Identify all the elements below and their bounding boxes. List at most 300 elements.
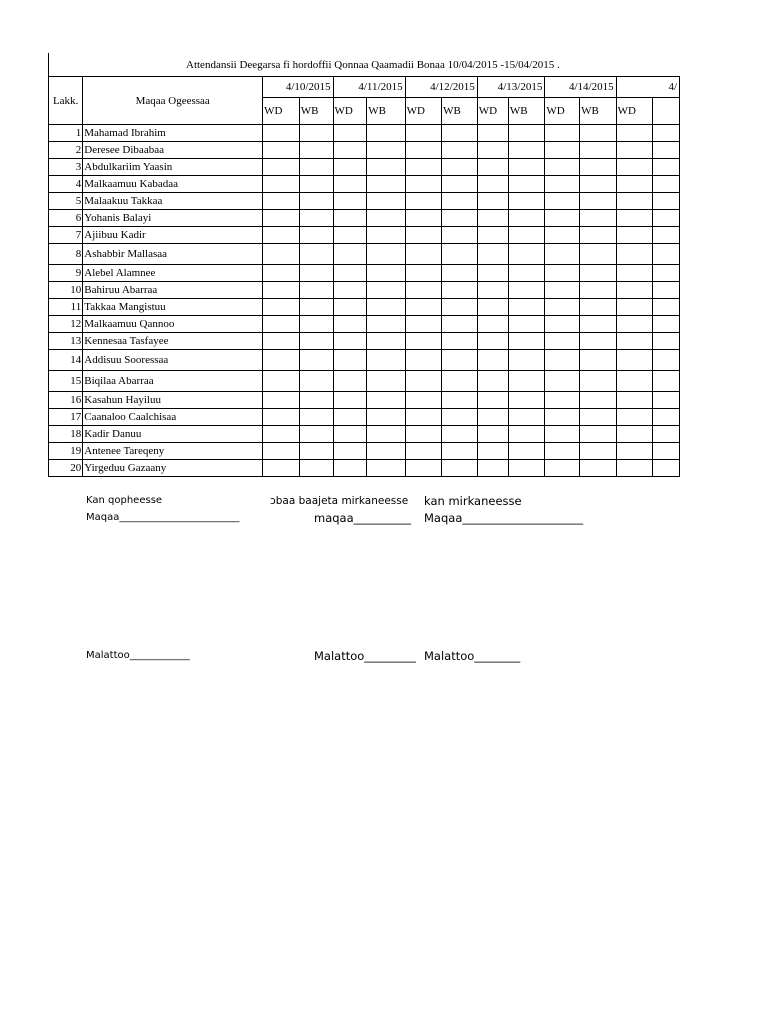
row-number: 2 [49,142,83,159]
attendance-cell[interactable] [545,371,580,392]
attendance-cell[interactable] [442,142,478,159]
attendance-rows [49,125,680,477]
attendance-cell[interactable] [616,227,652,244]
attendance-cell[interactable] [263,125,300,142]
attendance-cell[interactable] [477,392,508,409]
attendance-cell[interactable] [367,333,405,350]
attendance-cell[interactable] [477,193,508,210]
attendance-cell[interactable] [442,426,478,443]
attendance-cell[interactable] [442,350,478,371]
attendance-cell[interactable] [652,426,679,443]
attendance-cell[interactable] [367,350,405,371]
attendance-cell[interactable] [652,409,679,426]
row-number: 4 [49,176,83,193]
attendance-cell[interactable] [299,299,333,316]
attendance-cell[interactable] [263,371,300,392]
attendance-cell[interactable] [299,409,333,426]
attendance-cell[interactable] [580,244,617,265]
row-name: Ashabbir Mallasaa [83,244,263,265]
attendance-cell[interactable] [299,392,333,409]
attendance-cell[interactable] [580,371,617,392]
attendance-cell[interactable] [477,265,508,282]
attendance-cell[interactable] [333,227,367,244]
code-header: WB [299,98,333,125]
attendance-cell[interactable] [442,409,478,426]
attendance-cell[interactable] [333,142,367,159]
attendance-cell[interactable] [580,460,617,477]
attendance-cell[interactable] [508,426,545,443]
attendance-cell[interactable] [263,460,300,477]
attendance-cell[interactable] [405,371,442,392]
table-row [49,392,680,409]
attendance-cell[interactable] [652,443,679,460]
row-name: Kennesaa Tasfayee [83,333,263,350]
attendance-cell[interactable] [299,350,333,371]
attendance-cell[interactable] [580,193,617,210]
attendance-cell[interactable] [442,371,478,392]
attendance-cell[interactable] [263,392,300,409]
attendance-cell[interactable] [545,210,580,227]
attendance-cell[interactable] [580,265,617,282]
attendance-cell[interactable] [652,176,679,193]
attendance-cell[interactable] [508,142,545,159]
attendance-cell[interactable] [299,159,333,176]
date-header: 4/14/2015 [545,77,616,98]
attendance-cell[interactable] [477,227,508,244]
attendance-cell[interactable] [616,176,652,193]
table-row [49,282,680,299]
attendance-cell[interactable] [616,193,652,210]
attendance-cell[interactable] [508,176,545,193]
attendance-cell[interactable] [616,159,652,176]
row-name: Biqilaa Abarraa [83,371,263,392]
attendance-cell[interactable] [508,409,545,426]
col-header-name: Maqaa Ogeessaa [83,77,263,125]
attendance-cell[interactable] [442,176,478,193]
attendance-cell[interactable] [333,159,367,176]
attendance-cell[interactable] [545,392,580,409]
attendance-cell[interactable] [545,350,580,371]
attendance-cell[interactable] [580,350,617,371]
attendance-cell[interactable] [508,244,545,265]
attendance-cell[interactable] [367,460,405,477]
attendance-cell[interactable] [545,282,580,299]
attendance-cell[interactable] [367,316,405,333]
attendance-cell[interactable] [616,409,652,426]
attendance-cell[interactable] [616,392,652,409]
attendance-cell[interactable] [580,392,617,409]
attendance-cell[interactable] [333,193,367,210]
attendance-cell[interactable] [616,350,652,371]
attendance-cell[interactable] [333,350,367,371]
attendance-cell[interactable] [652,244,679,265]
attendance-cell[interactable] [442,125,478,142]
attendance-cell[interactable] [405,409,442,426]
attendance-cell[interactable] [333,409,367,426]
attendance-cell[interactable] [367,443,405,460]
row-number: 6 [49,210,83,227]
attendance-cell[interactable] [442,443,478,460]
attendance-cell[interactable] [545,426,580,443]
attendance-cell[interactable] [477,282,508,299]
attendance-cell[interactable] [405,227,442,244]
attendance-cell[interactable] [580,159,617,176]
attendance-cell[interactable] [545,125,580,142]
attendance-cell[interactable] [652,265,679,282]
attendance-cell[interactable] [545,193,580,210]
attendance-cell[interactable] [299,282,333,299]
table-row [49,460,680,477]
attendance-cell[interactable] [367,282,405,299]
name-line-confirmed: Maqaa_____________________ [424,511,584,525]
attendance-cell[interactable] [616,460,652,477]
attendance-cell[interactable] [616,210,652,227]
attendance-cell[interactable] [477,333,508,350]
table-row [49,176,680,193]
table-row [49,409,680,426]
attendance-cell[interactable] [508,227,545,244]
attendance-cell[interactable] [333,125,367,142]
attendance-cell[interactable] [263,409,300,426]
attendance-cell[interactable] [299,125,333,142]
attendance-cell[interactable] [263,193,300,210]
attendance-cell[interactable] [299,142,333,159]
attendance-cell[interactable] [477,316,508,333]
row-name: Yirgeduu Gazaany [83,460,263,477]
attendance-cell[interactable] [652,299,679,316]
attendance-cell[interactable] [333,282,367,299]
attendance-cell[interactable] [442,282,478,299]
row-name: Takkaa Mangistuu [83,299,263,316]
attendance-cell[interactable] [333,210,367,227]
attendance-cell[interactable] [477,176,508,193]
attendance-cell[interactable] [508,159,545,176]
attendance-cell[interactable] [508,443,545,460]
attendance-cell[interactable] [442,227,478,244]
row-name: Mahamad Ibrahim [83,125,263,142]
attendance-cell[interactable] [333,316,367,333]
attendance-cell[interactable] [333,371,367,392]
attendance-cell[interactable] [299,333,333,350]
attendance-cell[interactable] [508,299,545,316]
attendance-cell[interactable] [263,176,300,193]
attendance-cell[interactable] [333,176,367,193]
attendance-cell[interactable] [508,282,545,299]
attendance-cell[interactable] [405,392,442,409]
attendance-cell[interactable] [508,333,545,350]
attendance-cell[interactable] [263,426,300,443]
row-number: 7 [49,227,83,244]
attendance-cell[interactable] [477,125,508,142]
attendance-cell[interactable] [652,125,679,142]
attendance-cell[interactable] [405,350,442,371]
attendance-cell[interactable] [545,244,580,265]
table-row [49,426,680,443]
attendance-cell[interactable] [477,371,508,392]
attendance-cell[interactable] [263,244,300,265]
attendance-cell[interactable] [580,125,617,142]
attendance-cell[interactable] [580,176,617,193]
row-name: Caanaloo Caalchisaa [83,409,263,426]
attendance-cell[interactable] [508,392,545,409]
attendance-cell[interactable] [367,193,405,210]
attendance-cell[interactable] [442,299,478,316]
date-header: 4/12/2015 [405,77,477,98]
table-row [49,265,680,282]
row-number: 10 [49,282,83,299]
attendance-cell[interactable] [367,227,405,244]
row-number: 5 [49,193,83,210]
attendance-cell[interactable] [263,210,300,227]
attendance-cell[interactable] [405,299,442,316]
attendance-cell[interactable] [545,176,580,193]
attendance-cell[interactable] [333,460,367,477]
attendance-cell[interactable] [508,371,545,392]
attendance-cell[interactable] [580,443,617,460]
table-row [49,443,680,460]
table-row [49,316,680,333]
attendance-cell[interactable] [263,443,300,460]
attendance-cell[interactable] [367,299,405,316]
attendance-cell[interactable] [652,210,679,227]
attendance-cell[interactable] [652,460,679,477]
attendance-cell[interactable] [299,371,333,392]
signature-line-prepared: Malattoo____________ [86,650,190,661]
attendance-cell[interactable] [263,142,300,159]
attendance-cell[interactable] [477,159,508,176]
row-name: Abdulkariim Yaasin [83,159,263,176]
attendance-cell[interactable] [652,316,679,333]
attendance-cell[interactable] [508,316,545,333]
attendance-cell[interactable] [405,282,442,299]
attendance-cell[interactable] [508,210,545,227]
prepared-by-label: Kan qopheesse [86,495,163,506]
attendance-cell[interactable] [508,125,545,142]
attendance-cell[interactable] [263,282,300,299]
attendance-cell[interactable] [616,125,652,142]
attendance-cell[interactable] [405,443,442,460]
table-row [49,350,680,371]
attendance-cell[interactable] [477,426,508,443]
attendance-cell[interactable] [580,227,617,244]
attendance-cell[interactable] [545,227,580,244]
attendance-cell[interactable] [299,460,333,477]
attendance-cell[interactable] [508,350,545,371]
attendance-cell[interactable] [405,316,442,333]
attendance-cell[interactable] [442,316,478,333]
attendance-cell[interactable] [405,265,442,282]
attendance-cell[interactable] [580,282,617,299]
attendance-cell[interactable] [652,350,679,371]
row-name: Malkaamuu Kabadaa [83,176,263,193]
attendance-cell[interactable] [442,333,478,350]
attendance-cell[interactable] [545,316,580,333]
row-name: Kasahun Hayiluu [83,392,263,409]
attendance-cell[interactable] [508,265,545,282]
attendance-cell[interactable] [367,426,405,443]
left-border-line [48,53,49,77]
confirmed-by-label: kan mirkaneesse [424,494,522,508]
attendance-cell[interactable] [405,460,442,477]
table-row [49,159,680,176]
row-number: 18 [49,426,83,443]
code-header: WD [477,98,508,125]
attendance-cell[interactable] [299,244,333,265]
row-name: Ajiibuu Kadir [83,227,263,244]
attendance-cell[interactable] [299,316,333,333]
attendance-cell[interactable] [299,443,333,460]
attendance-cell[interactable] [616,333,652,350]
attendance-cell[interactable] [545,159,580,176]
code-header: WB [508,98,545,125]
attendance-cell[interactable] [442,460,478,477]
row-name: Alebel Alamnee [83,265,263,282]
attendance-cell[interactable] [545,443,580,460]
attendance-cell[interactable] [580,142,617,159]
row-name: Malkaamuu Qannoo [83,316,263,333]
attendance-cell[interactable] [545,142,580,159]
attendance-cell[interactable] [299,265,333,282]
attendance-cell[interactable] [652,371,679,392]
attendance-cell[interactable] [405,193,442,210]
attendance-cell[interactable] [580,316,617,333]
attendance-cell[interactable] [652,159,679,176]
attendance-cell[interactable] [263,159,300,176]
attendance-cell[interactable] [333,333,367,350]
attendance-cell[interactable] [405,176,442,193]
attendance-cell[interactable] [652,193,679,210]
attendance-cell[interactable] [545,460,580,477]
attendance-cell[interactable] [616,282,652,299]
attendance-cell[interactable] [616,299,652,316]
attendance-cell[interactable] [580,426,617,443]
attendance-cell[interactable] [442,244,478,265]
attendance-cell[interactable] [652,392,679,409]
attendance-cell[interactable] [580,333,617,350]
code-header: WD [545,98,580,125]
attendance-cell[interactable] [367,176,405,193]
row-number: 9 [49,265,83,282]
attendance-cell[interactable] [580,299,617,316]
attendance-cell[interactable] [333,443,367,460]
attendance-cell[interactable] [652,333,679,350]
attendance-cell[interactable] [405,244,442,265]
attendance-cell[interactable] [442,193,478,210]
attendance-cell[interactable] [367,142,405,159]
attendance-cell[interactable] [333,392,367,409]
row-name: Antenee Tareqeny [83,443,263,460]
attendance-cell[interactable] [477,244,508,265]
attendance-cell[interactable] [545,299,580,316]
attendance-cell[interactable] [616,142,652,159]
attendance-cell[interactable] [508,193,545,210]
attendance-cell[interactable] [299,426,333,443]
attendance-cell[interactable] [333,265,367,282]
attendance-cell[interactable] [299,176,333,193]
attendance-cell[interactable] [477,443,508,460]
attendance-cell[interactable] [477,299,508,316]
table-row [49,333,680,350]
attendance-cell[interactable] [477,210,508,227]
attendance-cell[interactable] [367,159,405,176]
attendance-cell[interactable] [442,159,478,176]
attendance-cell[interactable] [263,227,300,244]
row-number: 20 [49,460,83,477]
attendance-cell[interactable] [508,460,545,477]
attendance-cell[interactable] [333,299,367,316]
attendance-cell[interactable] [299,193,333,210]
attendance-cell[interactable] [652,282,679,299]
attendance-cell[interactable] [367,392,405,409]
attendance-cell[interactable] [263,265,300,282]
attendance-cell[interactable] [405,142,442,159]
code-header-empty [652,98,679,125]
attendance-cell[interactable] [616,265,652,282]
attendance-cell[interactable] [299,227,333,244]
attendance-cell[interactable] [367,244,405,265]
row-number: 11 [49,299,83,316]
row-name: Addisuu Sooressaa [83,350,263,371]
attendance-cell[interactable] [616,426,652,443]
attendance-cell[interactable] [477,409,508,426]
attendance-cell[interactable] [367,125,405,142]
code-header: WD [616,98,652,125]
attendance-cell[interactable] [405,159,442,176]
attendance-cell[interactable] [477,142,508,159]
attendance-cell[interactable] [442,392,478,409]
attendance-cell[interactable] [616,244,652,265]
attendance-cell[interactable] [652,227,679,244]
attendance-cell[interactable] [367,409,405,426]
attendance-cell[interactable] [580,409,617,426]
attendance-cell[interactable] [263,316,300,333]
row-number: 16 [49,392,83,409]
attendance-cell[interactable] [299,210,333,227]
attendance-cell[interactable] [405,125,442,142]
code-header: WB [580,98,617,125]
attendance-cell[interactable] [263,299,300,316]
attendance-cell[interactable] [616,371,652,392]
attendance-cell[interactable] [333,244,367,265]
attendance-cell[interactable] [405,426,442,443]
attendance-cell[interactable] [367,210,405,227]
attendance-cell[interactable] [545,265,580,282]
attendance-cell[interactable] [477,460,508,477]
attendance-cell[interactable] [405,210,442,227]
attendance-cell[interactable] [333,426,367,443]
row-number: 12 [49,316,83,333]
attendance-cell[interactable] [616,443,652,460]
attendance-cell[interactable] [263,350,300,371]
code-header: WD [405,98,442,125]
attendance-cell[interactable] [367,371,405,392]
attendance-cell[interactable] [263,333,300,350]
attendance-cell[interactable] [405,333,442,350]
attendance-cell[interactable] [616,316,652,333]
attendance-cell[interactable] [442,265,478,282]
table-row [49,142,680,159]
attendance-cell[interactable] [477,350,508,371]
attendance-cell[interactable] [545,333,580,350]
attendance-cell[interactable] [367,265,405,282]
attendance-cell[interactable] [580,210,617,227]
attendance-cell[interactable] [442,210,478,227]
attendance-cell[interactable] [545,409,580,426]
date-header: 4/11/2015 [333,77,405,98]
row-name: Malaakuu Takkaa [83,193,263,210]
attendance-cell[interactable] [652,142,679,159]
sheet-title: Attendansii Deegarsa fi hordoffii Qonnaa Qaamadii Bonaa 10/04/2015 -15/04/2015 . [186,59,560,71]
